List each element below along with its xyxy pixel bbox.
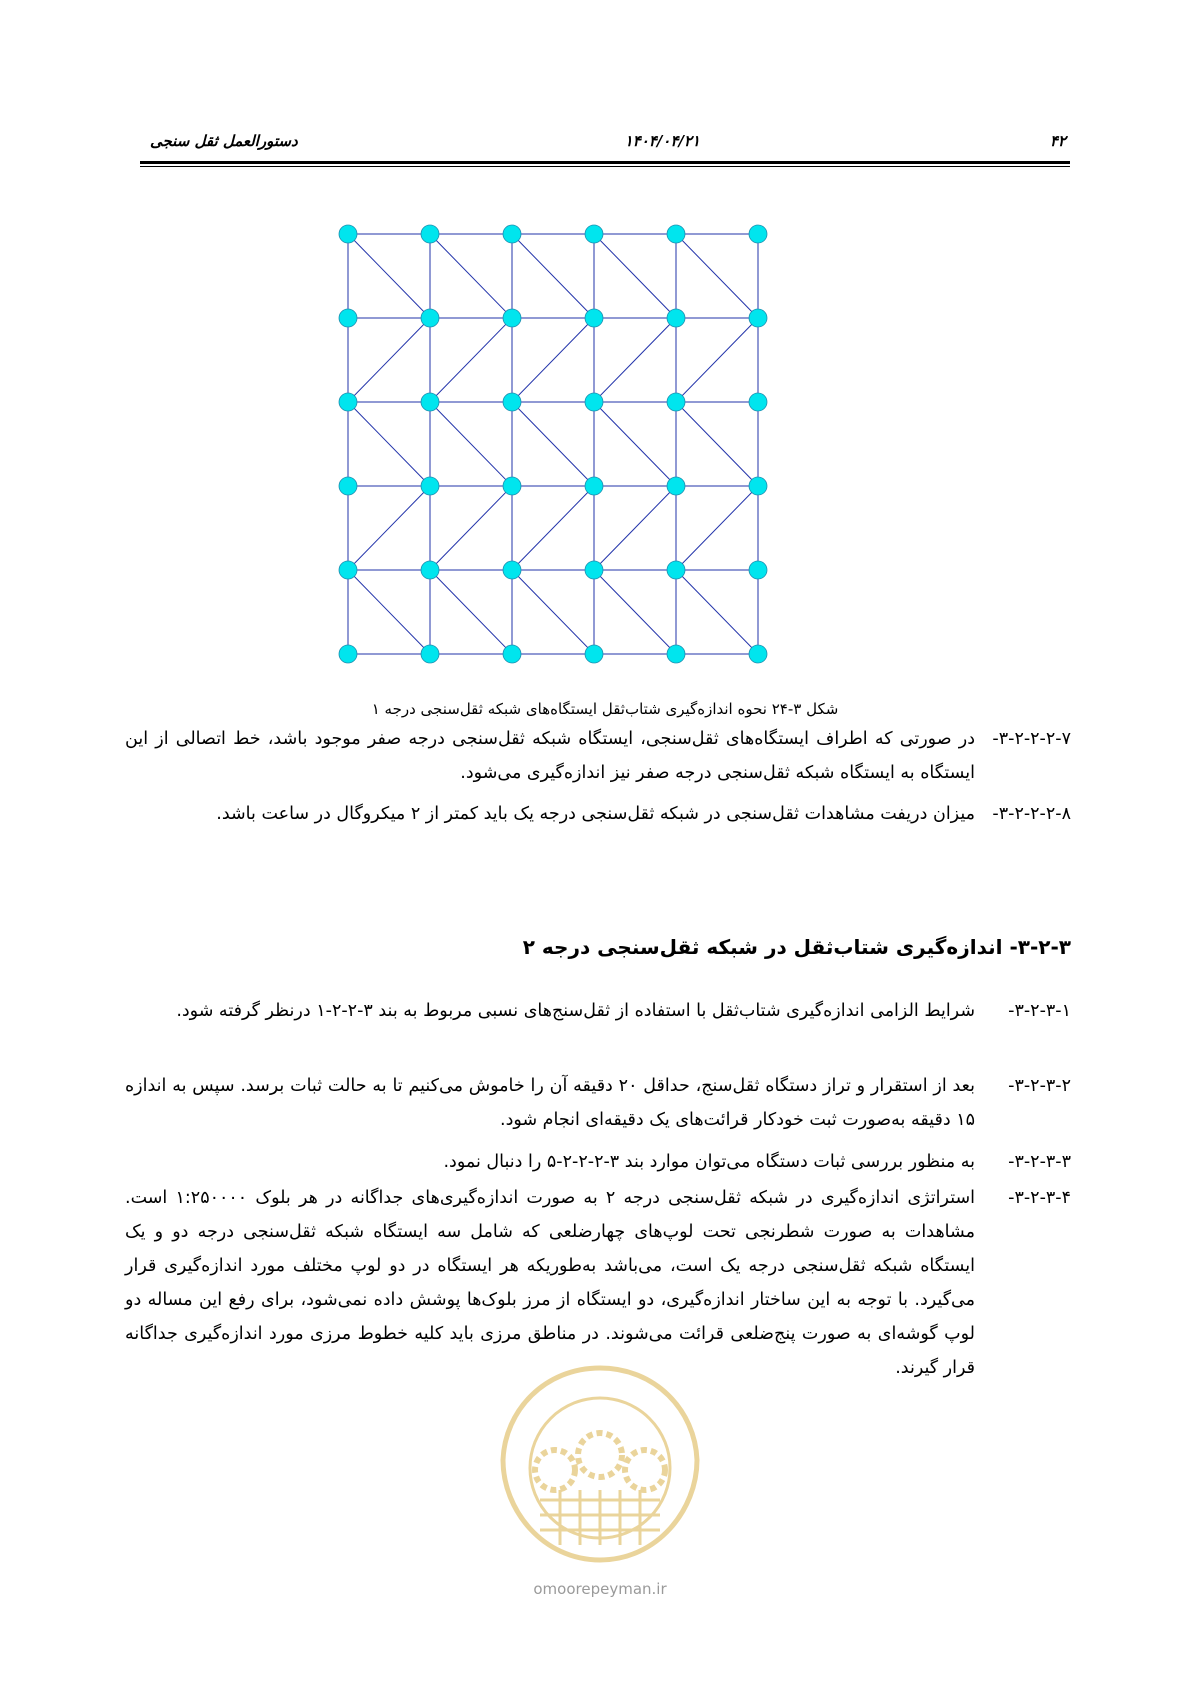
station-node <box>749 225 767 243</box>
diagonal-line <box>348 318 430 402</box>
diagonal-line <box>594 318 676 402</box>
diagonal-line <box>348 234 430 318</box>
item-number: ۳-۲-۳-۲- <box>1008 1076 1071 1096</box>
diagonal-line <box>676 570 758 654</box>
diagonal-line <box>676 234 758 318</box>
item-3-2-3-1 <box>125 994 1071 1028</box>
diagonal-line <box>430 234 512 318</box>
header-date: ۱۴۰۴/۰۴/۲۱ <box>624 132 700 150</box>
item-text: شرایط الزامی اندازه‌گیری شتاب‌ثقل با استفاده از ثقل‌سنج‌های نسبی مربوط به بند ۳-۲-۲-۱ درنظر گرفته شود. <box>176 1001 975 1021</box>
network-diagram <box>330 215 820 695</box>
gravity-network-figure <box>330 215 820 695</box>
station-node <box>421 645 439 663</box>
item-text: در صورتی که اطراف ایستگاه‌های ثقل‌سنجی، ایستگاه شبکه ثقل‌سنجی درجه صفر موجود باشد، خط اتصالی از این ایستگاه به ایستگاه شبکه ثقل‌سنجی درجه صفر نیز اندازه‌گیری می‌شود. <box>125 729 975 783</box>
station-node <box>339 393 357 411</box>
diagonal-line <box>512 486 594 570</box>
item-7 <box>125 722 1071 790</box>
item-text: میزان دریفت مشاهدات ثقل‌سنجی در شبکه ثقل‌سنجی درجه یک باید کمتر از ۲ میکروگال در ساعت باشد. <box>216 804 975 824</box>
diagonal-line <box>430 402 512 486</box>
item-3-2-3-2 <box>125 1069 1071 1137</box>
station-node <box>667 225 685 243</box>
item-number: ۳-۲-۳-۳- <box>1008 1152 1071 1172</box>
station-node <box>421 393 439 411</box>
station-node <box>667 477 685 495</box>
station-node <box>503 477 521 495</box>
station-node <box>339 645 357 663</box>
section-heading: ۳-۲-۳- اندازه‌گیری شتاب‌ثقل در شبکه ثقل‌سنجی درجه ۲ <box>522 935 1071 959</box>
station-node <box>503 645 521 663</box>
station-node <box>421 225 439 243</box>
station-node <box>749 477 767 495</box>
watermark-url: omoorepeyman.ir <box>533 1580 667 1598</box>
station-node <box>503 393 521 411</box>
station-node <box>339 309 357 327</box>
diagonal-line <box>594 486 676 570</box>
diagonal-line <box>430 486 512 570</box>
diagonal-line <box>512 570 594 654</box>
item-8 <box>125 797 1071 831</box>
diagonal-line <box>676 486 758 570</box>
item-text: بعد از استقرار و تراز دستگاه ثقل‌سنج، حداقل ۲۰ دقیقه آن را خاموش می‌کنیم تا به حالت ثبات برسد. سپس به اندازه ۱۵ دقیقه به‌صورت ثبت خودکار قرائت‌های یک دقیقه‌ای انجام شود. <box>125 1076 975 1130</box>
diagonal-line <box>348 402 430 486</box>
header-rule-thin <box>140 166 1070 167</box>
station-node <box>585 225 603 243</box>
station-node <box>667 645 685 663</box>
header-title: دستورالعمل ثقل سنجی <box>150 132 298 150</box>
diagonal-line <box>512 234 594 318</box>
figure-caption: شکل ۳-۲۴ نحوه اندازه‌گیری شتاب‌ثقل ایستگاه‌های شبکه ثقل‌سنجی درجه ۱ <box>371 700 839 718</box>
diagonal-line <box>594 234 676 318</box>
diagonal-line <box>594 402 676 486</box>
item-number: ۳-۲-۳-۱- <box>1008 1001 1071 1021</box>
page-number: ۴۲ <box>1049 132 1066 150</box>
item-text: به منظور بررسی ثبات دستگاه می‌توان موارد بند ۳-۲-۲-۲-۵ را دنبال نمود. <box>443 1152 975 1172</box>
station-node <box>749 309 767 327</box>
item-3-2-3-3 <box>125 1145 1071 1179</box>
diagonal-line <box>430 318 512 402</box>
diagonal-line <box>594 570 676 654</box>
item-number: ۳-۲-۲-۲-۸- <box>992 804 1071 824</box>
station-node <box>421 477 439 495</box>
item-number: ۳-۲-۳-۴- <box>1008 1188 1071 1208</box>
diagonal-line <box>430 570 512 654</box>
seal-icon <box>485 1360 715 1570</box>
item-text: استراتژی اندازه‌گیری در شبکه ثقل‌سنجی درجه ۲ به صورت اندازه‌گیری‌های جداگانه در هر بلوک ۱:۲۵۰۰۰۰ است. مشاهدات به صورت شطرنجی تحت لوپ‌های چهارضلعی که شامل سه ایستگاه شبکه ثقل‌سنجی درجه دو و یک ایستگاه شبکه ثقل‌سنجی درجه یک است، می‌باشد به‌طوریکه هر ایستگاه در دو لوپ مختلف مورد اندازه‌گیری قرار می‌گیرد. با توجه به این ساختار اندازه‌گیری، دو ایستگاه از مرز بلوک‌ها پوشش داده نمی‌شود، برای رفع این مساله دو لوپ گوشه‌ای به صورت پنج‌ضلعی قرائت می‌شوند. در مناطق مرزی باید کلیه خطوط مرزی مورد اندازه‌گیری جداگانه قرار گیرند. <box>125 1188 975 1378</box>
station-node <box>339 477 357 495</box>
station-node <box>585 477 603 495</box>
watermark-seal <box>485 1360 715 1570</box>
station-node <box>503 561 521 579</box>
station-node <box>421 561 439 579</box>
station-node <box>749 561 767 579</box>
station-node <box>421 309 439 327</box>
station-node <box>339 561 357 579</box>
station-node <box>585 561 603 579</box>
station-node <box>749 645 767 663</box>
diagonal-line <box>348 570 430 654</box>
diagonal-line <box>512 318 594 402</box>
station-node <box>503 225 521 243</box>
station-node <box>585 393 603 411</box>
station-node <box>585 309 603 327</box>
station-node <box>339 225 357 243</box>
page-header <box>140 128 1070 162</box>
station-node <box>667 393 685 411</box>
diagonal-line <box>676 402 758 486</box>
diagonal-line <box>676 318 758 402</box>
station-node <box>503 309 521 327</box>
item-3-2-3-4 <box>125 1181 1071 1385</box>
diagonal-line <box>512 402 594 486</box>
diagonal-line <box>348 486 430 570</box>
station-node <box>749 393 767 411</box>
station-node <box>585 645 603 663</box>
header-rule-thick <box>140 161 1070 164</box>
item-number: ۳-۲-۲-۲-۷- <box>992 729 1071 749</box>
station-node <box>667 309 685 327</box>
station-node <box>667 561 685 579</box>
